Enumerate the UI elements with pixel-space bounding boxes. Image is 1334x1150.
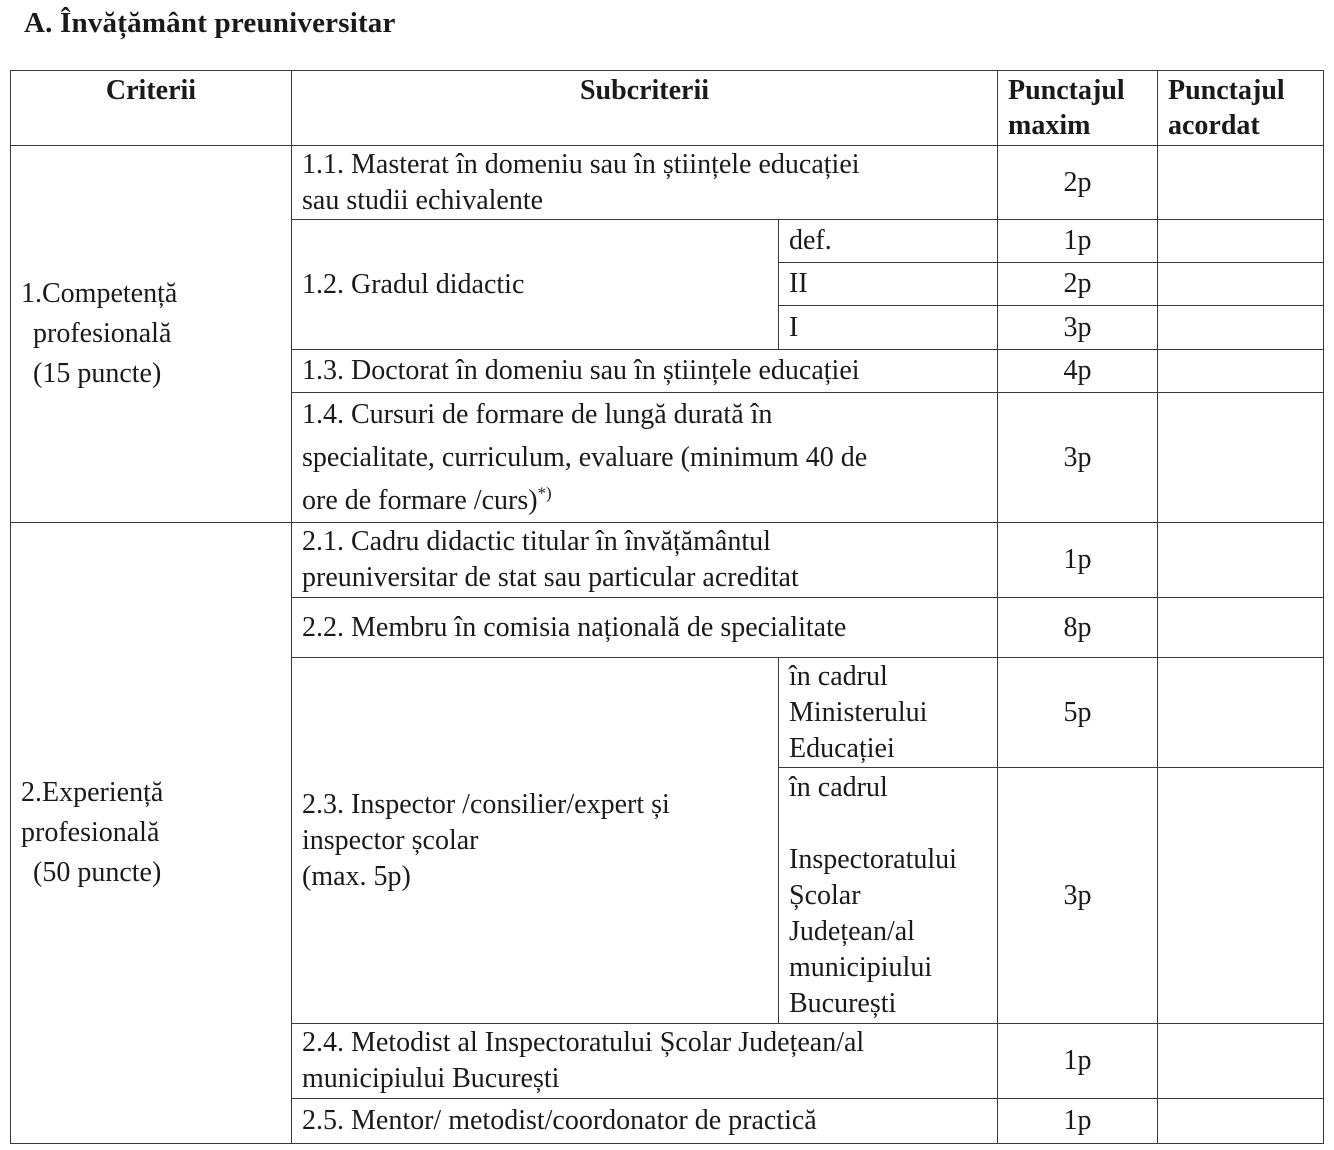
header-punctaj-maxim [998, 71, 1158, 146]
criterion-1 [11, 146, 292, 523]
footnote-mark: *) [537, 483, 552, 503]
option-1-2-def: def. [779, 220, 998, 263]
points-2-1: 1p [998, 523, 1158, 598]
header-punctaj-maxim-line1: Punctajul [1008, 75, 1125, 106]
awarded-cell[interactable] [1158, 768, 1324, 1024]
header-row [11, 71, 1324, 146]
row-2-1 [11, 523, 1324, 598]
option-1-2-i: I [779, 306, 998, 350]
header-punctaj-acordat-line2: acordat [1168, 110, 1260, 141]
subcriterion-1-1-line1: 1.1. Masterat în domeniu sau în științele educației [302, 148, 860, 180]
criterion-1-line2: profesională [33, 318, 172, 349]
option-2-3-inspectorate-line5: municipiului [789, 951, 933, 983]
row-1-1 [11, 146, 1324, 220]
points-1-2-def: 1p [998, 220, 1158, 263]
points-2-2: 8p [998, 598, 1158, 658]
option-2-3-minister [779, 658, 998, 768]
criterion-2-line1: 2.Experiență [21, 777, 164, 808]
criterion-2-line3: (50 puncte) [33, 857, 162, 888]
awarded-cell[interactable] [1158, 220, 1324, 263]
header-punctaj-maxim-line2: maxim [1008, 110, 1091, 141]
awarded-cell[interactable] [1158, 598, 1324, 658]
subcriterion-1-4 [292, 393, 998, 523]
subcriterion-2-3-line3: (max. 5p) [302, 860, 411, 892]
awarded-cell[interactable] [1158, 393, 1324, 523]
criterion-2-line2: profesională [21, 817, 160, 848]
subcriterion-1-3: 1.3. Doctorat în domeniu sau în științele educației [292, 350, 998, 393]
points-1-2-i: 3p [998, 306, 1158, 350]
header-criterii: Criterii [11, 71, 292, 146]
option-1-2-ii: II [779, 263, 998, 306]
option-2-3-minister-line2: Ministerului [789, 696, 928, 728]
header-subcriterii: Subcriterii [292, 71, 998, 146]
points-1-3: 4p [998, 350, 1158, 393]
header-punctaj-acordat [1158, 71, 1324, 146]
option-2-3-inspectorate-line2: Inspectoratului [789, 843, 957, 875]
awarded-cell[interactable] [1158, 350, 1324, 393]
criterion-1-line1: 1.Competență [21, 278, 178, 309]
subcriterion-2-1 [292, 523, 998, 598]
option-2-3-minister-line1: în cadrul [789, 660, 888, 692]
subcriterion-2-1-line2: preuniversitar de stat sau particular acreditat [302, 562, 799, 593]
subcriterion-1-4-line3: ore de formare /curs) [302, 485, 538, 516]
option-2-3-inspectorate-line6: București [789, 987, 897, 1019]
subcriterion-2-3-line2: inspector școlar [302, 824, 479, 856]
option-2-3-inspectorate-line3: Școlar [789, 879, 861, 911]
subcriterion-1-4-line2: specialitate, curriculum, evaluare (minimum 40 de [302, 442, 868, 473]
subcriterion-1-2: 1.2. Gradul didactic [292, 220, 779, 350]
awarded-cell[interactable] [1158, 658, 1324, 768]
subcriterion-1-1 [292, 146, 998, 220]
points-1-1: 2p [998, 146, 1158, 220]
subcriterion-1-4-line1: 1.4. Cursuri de formare de lungă durată în [302, 399, 773, 430]
points-1-4: 3p [998, 393, 1158, 523]
points-1-2-ii: 2p [998, 263, 1158, 306]
subcriterion-2-5: 2.5. Mentor/ metodist/coordonator de practică [292, 1099, 998, 1144]
points-2-4: 1p [998, 1024, 1158, 1099]
awarded-cell[interactable] [1158, 523, 1324, 598]
subcriterion-1-1-line2: sau studii echivalente [302, 184, 544, 216]
option-2-3-minister-line3: Educației [789, 732, 895, 764]
section-title: A. Învățământ preuniversitar [24, 7, 396, 39]
points-2-5: 1p [998, 1099, 1158, 1144]
option-2-3-inspectorate-line1: în cadrul [789, 771, 888, 803]
criterion-2 [11, 523, 292, 1144]
subcriterion-2-4-line1: 2.4. Metodist al Inspectoratului Școlar Județean/al [302, 1027, 865, 1058]
criterion-1-line3: (15 puncte) [33, 358, 162, 389]
option-2-3-inspectorate [779, 768, 998, 1024]
subcriterion-2-4 [292, 1024, 998, 1099]
points-2-3-inspectorate: 3p [998, 768, 1158, 1024]
points-2-3-minister: 5p [998, 658, 1158, 768]
awarded-cell[interactable] [1158, 263, 1324, 306]
option-2-3-inspectorate-line4: Județean/al [789, 915, 915, 947]
subcriterion-2-3-line1: 2.3. Inspector /consilier/expert și [302, 788, 670, 820]
subcriterion-2-3 [292, 658, 779, 1024]
awarded-cell[interactable] [1158, 1099, 1324, 1144]
subcriterion-2-2: 2.2. Membru în comisia națională de specialitate [292, 598, 998, 658]
subcriterion-2-1-line1: 2.1. Cadru didactic titular în învățământul [302, 526, 771, 557]
criteria-table [10, 70, 1324, 1144]
awarded-cell[interactable] [1158, 1024, 1324, 1099]
awarded-cell[interactable] [1158, 146, 1324, 220]
header-punctaj-acordat-line1: Punctajul [1168, 75, 1285, 106]
awarded-cell[interactable] [1158, 306, 1324, 350]
subcriterion-2-4-line2: municipiului București [302, 1063, 560, 1094]
